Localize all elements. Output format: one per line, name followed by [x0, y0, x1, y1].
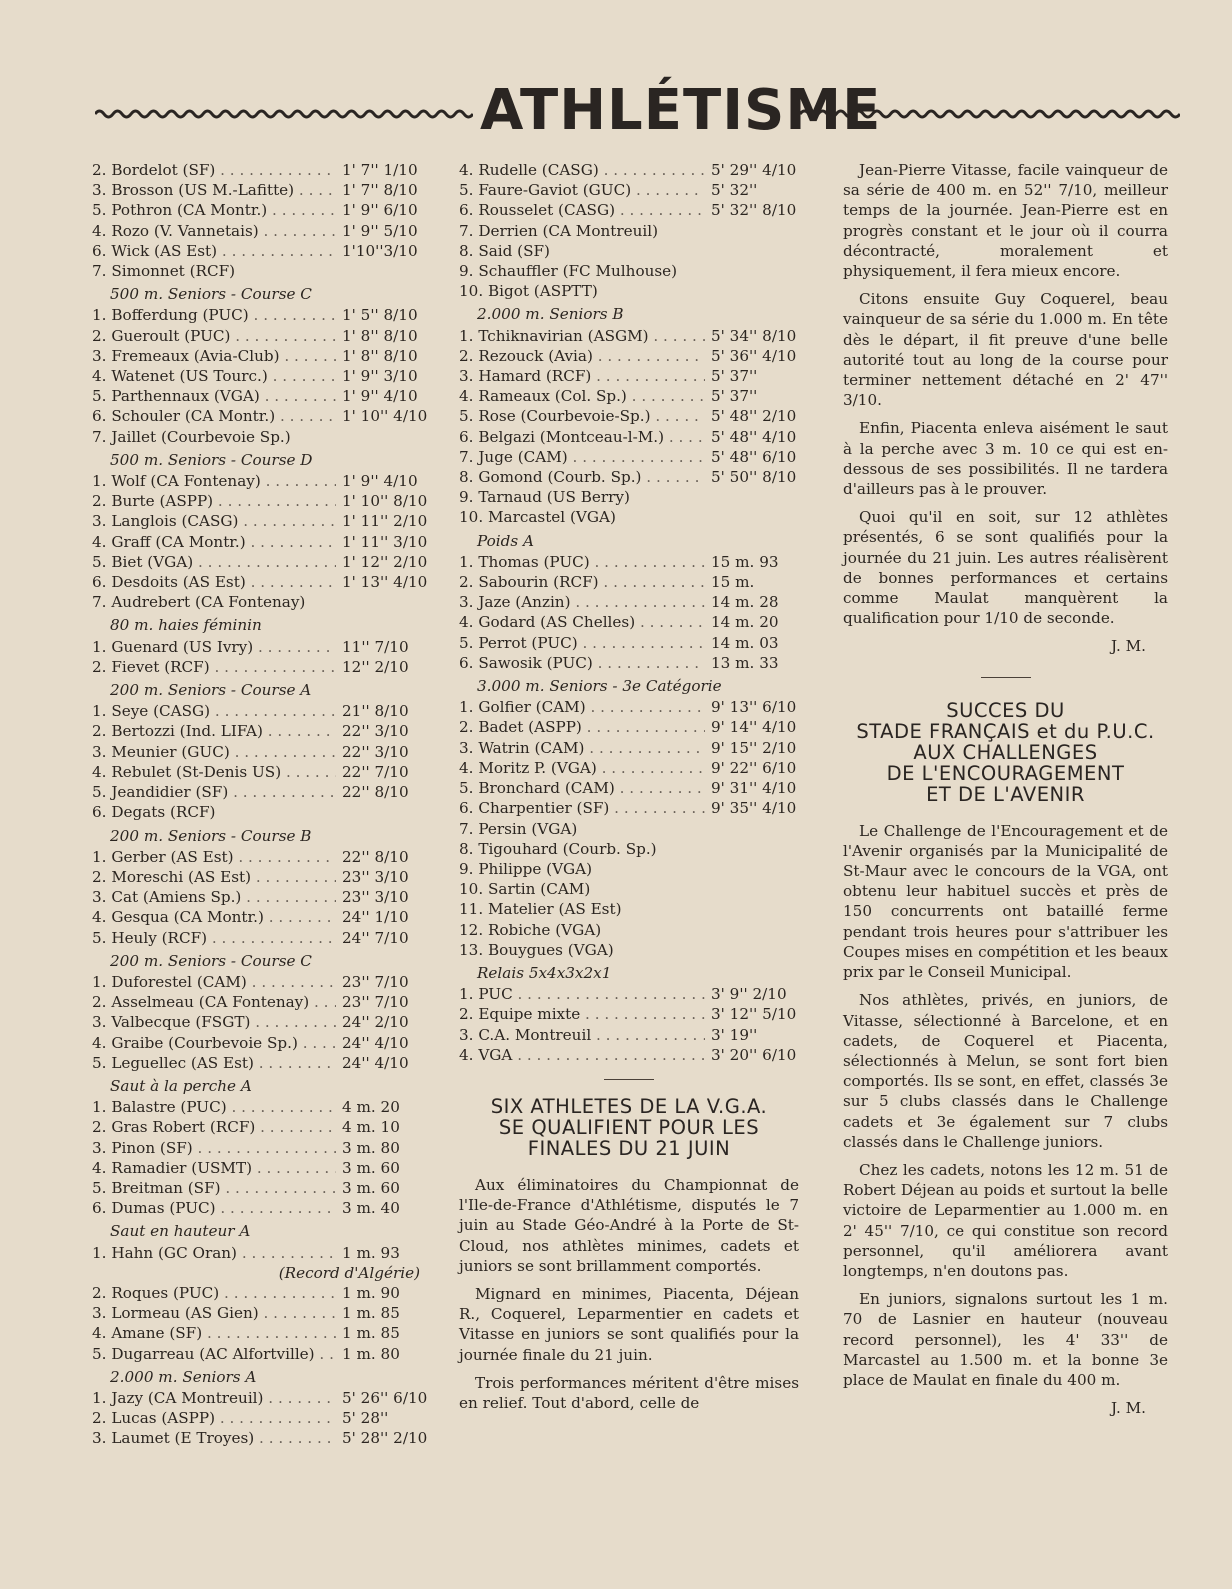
athlete-name: 4. Graff (CA Montr.) . . .	[92, 532, 336, 552]
athlete-name: 7. Persin (VGA)	[459, 819, 578, 838]
athlete-result: 1' 8'' 8/10	[342, 326, 418, 345]
athlete-result: 3 m. 40	[342, 1199, 400, 1218]
athlete-result: 14 m. 28	[711, 593, 779, 612]
result-row	[92, 802, 422, 822]
article-paragraph: Chez les cadets, notons les 12 m. 51 de Robert Déjean au poids et surtout la belle victoire de Leparmentier au 1.000 m. en 2' 45'' 7/10, ce qui constitue son record personnel, qu'il améliorera avant longtemps, n'en doutons pas.	[843, 1160, 1168, 1280]
article-paragraph: En juniors, signalons surtout les 1 m. 70 de Lasnier en hauteur (nouveau record personnel), les 4' 33'' de Marcastel au 1.500 m. et la bonne 3e place de Maulat en finale du 400 m.	[843, 1290, 1168, 1389]
athlete-result: 1' 9'' 5/10	[342, 221, 418, 240]
athlete-result: 3 m. 60	[342, 1158, 400, 1177]
athlete-name: 3. Lormeau (AS Gien) . . .	[92, 1303, 336, 1323]
athlete-result: 24'' 1/10	[342, 908, 409, 927]
athlete-name: 3. Hamard (RCF) . . .	[459, 366, 705, 386]
athlete-name: 12. Robiche (VGA)	[459, 920, 602, 939]
event-heading: Saut à la perche A	[110, 1076, 252, 1095]
page-header	[95, 80, 1180, 142]
athlete-result: 24'' 7/10	[342, 928, 409, 947]
result-row	[92, 992, 422, 1012]
result-row	[459, 738, 799, 758]
left-wave-ornament	[95, 108, 473, 120]
athlete-name: 1. Wolf (CA Fontenay) . . .	[92, 471, 336, 491]
article-paragraph: Quoi qu'il en soit, sur 12 athlètes présentés, 6 se sont qualifiés pour la journée du 21 juin. Les autres réalisèrent de bonnes performances et certains comme Maulat manquèrent la qualification pour 1/10 de seconde.	[843, 508, 1168, 628]
result-row	[92, 701, 422, 721]
athlete-name: 3. Langlois (CASG) . . .	[92, 511, 336, 531]
result-row	[459, 487, 799, 507]
athlete-name: 3. C.A. Montreuil . . .	[459, 1025, 705, 1045]
article-column-3	[843, 160, 1168, 1418]
athlete-result: 24'' 2/10	[342, 1013, 409, 1032]
athlete-result: 3' 12'' 5/10	[711, 1005, 797, 1024]
result-row	[92, 928, 422, 948]
athlete-name: 5. Heuly (RCF) . . .	[92, 928, 336, 948]
athlete-result: 22'' 8/10	[342, 783, 409, 802]
result-row	[459, 346, 799, 366]
result-row	[92, 1012, 422, 1032]
result-row	[92, 637, 422, 657]
result-row	[459, 612, 799, 632]
athlete-result: 4 m. 10	[342, 1118, 400, 1137]
athlete-result: 1 m. 80	[342, 1344, 400, 1363]
result-row	[459, 1045, 799, 1065]
athlete-name: 11. Matelier (AS Est)	[459, 900, 622, 919]
result-row	[459, 920, 799, 940]
athlete-result: 22'' 7/10	[342, 762, 409, 781]
results-column-2	[459, 160, 799, 1421]
result-row	[459, 717, 799, 737]
athlete-name: 2. Fievet (RCF) . . .	[92, 657, 336, 677]
event-heading: 200 m. Seniors - Course B	[110, 826, 312, 845]
athlete-name: 7. Simonnet (RCF)	[92, 262, 236, 281]
result-row	[459, 221, 799, 241]
athlete-result: 1' 8'' 8/10	[342, 346, 418, 365]
result-row	[92, 657, 422, 677]
athlete-result: 1' 12'' 2/10	[342, 552, 428, 571]
athlete-name: 2. Equipe mixte . . .	[459, 1004, 705, 1024]
athlete-result: 11'' 7/10	[342, 637, 409, 656]
athlete-result: 5' 37''	[711, 387, 758, 406]
athlete-name: 4. Rudelle (CASG) . . .	[459, 160, 705, 180]
athlete-name: 4. Gesqua (CA Montr.) . . .	[92, 907, 336, 927]
result-row	[92, 406, 428, 426]
event-heading: Poids A	[477, 531, 534, 550]
athlete-name: 1. Duforestel (CAM) . . .	[92, 972, 336, 992]
result-row	[92, 1097, 422, 1117]
athlete-result: 24'' 4/10	[342, 1053, 409, 1072]
athlete-name: 9. Philippe (VGA)	[459, 859, 593, 878]
result-row	[459, 261, 799, 281]
athlete-name: 1. Tchiknavirian (ASGM) . . .	[459, 326, 705, 346]
result-row	[92, 160, 422, 180]
athlete-result: 22'' 3/10	[342, 722, 409, 741]
athlete-name: 3. Jaze (Anzin) . . .	[459, 592, 705, 612]
athlete-result: 1' 10'' 8/10	[342, 492, 428, 511]
result-row	[459, 1004, 799, 1024]
result-row	[459, 758, 799, 778]
event-heading: 500 m. Seniors - Course D	[110, 450, 313, 469]
athlete-name: 1. Thomas (PUC) . . .	[459, 552, 705, 572]
athlete-result: 3 m. 80	[342, 1138, 400, 1157]
athlete-name: 6. Desdoits (AS Est) . . .	[92, 572, 336, 592]
athlete-name: 1. Gerber (AS Est) . . .	[92, 847, 336, 867]
result-row	[459, 798, 799, 818]
athlete-name: 5. Leguellec (AS Est) . . .	[92, 1053, 336, 1073]
athlete-name: 6. Rousselet (CASG) . . .	[459, 200, 705, 220]
result-row	[92, 241, 422, 261]
athlete-name: 2. Bordelot (SF) . . .	[92, 160, 336, 180]
athlete-result: 15 m.	[711, 573, 755, 592]
athlete-name: 6. Sawosik (PUC) . . .	[459, 653, 705, 673]
athlete-result: 22'' 8/10	[342, 847, 409, 866]
result-row	[92, 1178, 422, 1198]
event-heading: 200 m. Seniors - Course C	[110, 951, 312, 970]
athlete-name: 4. Moritz P. (VGA) . . .	[459, 758, 705, 778]
athlete-name: 13. Bouygues (VGA)	[459, 940, 614, 959]
result-row	[92, 1053, 422, 1073]
result-row	[459, 160, 799, 180]
athlete-name: 4. Rozo (V. Vannetais) . . .	[92, 221, 336, 241]
athlete-result: 9' 35'' 4/10	[711, 799, 797, 818]
athlete-name: 7. Jaillet (Courbevoie Sp.)	[92, 427, 291, 446]
athlete-result: 1 m. 93	[342, 1243, 400, 1262]
athlete-result: 1' 9'' 3/10	[342, 367, 418, 386]
result-row	[92, 867, 422, 887]
event-heading: 80 m. haies féminin	[110, 616, 262, 635]
result-row	[92, 200, 422, 220]
athlete-result: 5' 48'' 6/10	[711, 447, 797, 466]
athlete-result: 1' 13'' 4/10	[342, 573, 428, 592]
athlete-result: 5' 48'' 2/10	[711, 407, 797, 426]
result-row	[92, 1198, 422, 1218]
athlete-result: 3' 20'' 6/10	[711, 1045, 797, 1064]
result-row	[459, 200, 799, 220]
result-row	[459, 940, 799, 960]
result-row	[92, 491, 428, 511]
athlete-name: 8. Tigouhard (Courb. Sp.)	[459, 839, 657, 858]
result-row	[92, 1158, 422, 1178]
athlete-name: 1. Guenard (US Ivry) . . .	[92, 637, 336, 657]
article-title-challenges: SUCCES DU STADE FRANÇAIS et du P.U.C. AUX CHALLENGES DE L'ENCOURAGEMENT ET DE L'AVENIR	[856, 698, 1155, 806]
athlete-result: 21'' 8/10	[342, 702, 409, 721]
athlete-name: 5. Jeandidier (SF) . . .	[92, 782, 336, 802]
record-note: (Record d'Algérie)	[278, 1263, 420, 1282]
athlete-name: 8. Gomond (Courb. Sp.) . . .	[459, 467, 705, 487]
page-title: ATHLÉTISME	[480, 78, 882, 143]
result-row	[459, 572, 799, 592]
result-row	[459, 819, 799, 839]
athlete-result: 5' 28''	[342, 1409, 389, 1428]
athlete-name: 1. Bofferdung (PUC) . . .	[92, 305, 336, 325]
athlete-result: 9' 22'' 6/10	[711, 758, 797, 777]
athlete-name: 7. Juge (CAM) . . .	[459, 447, 705, 467]
divider	[981, 677, 1031, 678]
article-paragraph: Enfin, Piacenta enleva aisément le saut à la perche avec 3 m. 10 ce qui est en-dessous de ses possibilités. Il ne tardera d'ailleurs pas à le prouver.	[843, 419, 1168, 499]
event-heading: 2.000 m. Seniors A	[110, 1367, 257, 1386]
athlete-result: 1' 9'' 4/10	[342, 387, 418, 406]
author-signature: J. M.	[1111, 1399, 1146, 1418]
athlete-name: 4. Ramadier (USMT) . . .	[92, 1158, 336, 1178]
result-row	[459, 859, 799, 879]
athlete-result: 23'' 7/10	[342, 993, 409, 1012]
athlete-name: 4. VGA . . .	[459, 1045, 705, 1065]
athlete-result: 23'' 3/10	[342, 888, 409, 907]
athlete-name: 1. PUC . . .	[459, 984, 705, 1004]
athlete-name: 1. Hahn (GC Oran) . . .	[92, 1243, 336, 1263]
result-row	[92, 532, 428, 552]
athlete-result: 14 m. 20	[711, 613, 779, 632]
result-row	[459, 241, 799, 261]
athlete-name: 7. Audrebert (CA Fontenay)	[92, 593, 306, 612]
result-row	[92, 1303, 422, 1323]
result-row	[92, 1344, 422, 1364]
result-row	[92, 1117, 422, 1137]
results-list	[459, 160, 799, 1065]
athlete-name: 6. Dumas (PUC) . . .	[92, 1198, 336, 1218]
athlete-name: 1. Golfier (CAM) . . .	[459, 697, 705, 717]
athlete-name: 9. Schauffler (FC Mulhouse)	[459, 262, 678, 281]
athlete-name: 6. Charpentier (SF) . . .	[459, 798, 705, 818]
result-row	[459, 778, 799, 798]
athlete-result: 5' 36'' 4/10	[711, 346, 797, 365]
athlete-result: 5' 34'' 8/10	[711, 326, 797, 345]
result-row	[92, 180, 422, 200]
athlete-result: 23'' 7/10	[342, 972, 409, 991]
result-row	[459, 366, 799, 386]
athlete-result: 5' 29'' 4/10	[711, 161, 797, 179]
event-heading: 200 m. Seniors - Course A	[110, 681, 312, 700]
athlete-name: 4. Godard (AS Chelles) . . .	[459, 612, 705, 632]
result-row	[459, 839, 799, 859]
result-row	[92, 261, 422, 281]
athlete-result: 1 m. 90	[342, 1283, 400, 1302]
athlete-name: 4. Amane (SF) . . .	[92, 1323, 336, 1343]
result-row	[459, 406, 799, 426]
article-paragraph: Aux éliminatoires du Championnat de l'Ile-de-France d'Athlétisme, disputés le 7 juin au Stade Géo-André à la Porte de St-Cloud, nos athlètes minimes, cadets et juniors se sont brillamment comportés.	[459, 1175, 799, 1275]
athlete-name: 6. Belgazi (Montceau-l-M.) . . .	[459, 427, 705, 447]
athlete-name: 9. Tarnaud (US Berry)	[459, 488, 630, 507]
athlete-result: 14 m. 03	[711, 633, 779, 652]
athlete-name: 5. Pothron (CA Montr.) . . .	[92, 200, 336, 220]
result-row	[92, 1283, 422, 1303]
result-row	[92, 1138, 422, 1158]
athlete-name: 2. Bertozzi (Ind. LIFA) . . .	[92, 721, 336, 741]
athlete-name: 5. Faure-Gaviot (GUC) . . .	[459, 180, 705, 200]
athlete-result: 12'' 2/10	[342, 657, 409, 676]
athlete-result: 5' 32''	[711, 181, 758, 200]
result-row	[92, 1428, 428, 1448]
athlete-name: 5. Perrot (PUC) . . .	[459, 633, 705, 653]
athlete-name: 4. Rebulet (St-Denis US) . . .	[92, 762, 336, 782]
athlete-name: 2. Gras Robert (RCF) . . .	[92, 1117, 336, 1137]
athlete-name: 5. Bronchard (CAM) . . .	[459, 778, 705, 798]
athlete-result: 23'' 3/10	[342, 867, 409, 886]
result-row	[92, 782, 422, 802]
athlete-name: 4. Rameaux (Col. Sp.) . . .	[459, 386, 705, 406]
author-signature: J. M.	[1111, 637, 1146, 656]
athlete-name: 6. Wick (AS Est) . . .	[92, 241, 336, 261]
result-row	[459, 281, 799, 301]
right-wave-ornament	[800, 108, 1180, 120]
athlete-result: 1' 11'' 2/10	[342, 512, 428, 531]
athlete-name: 10. Bigot (ASPTT)	[459, 282, 598, 301]
result-row	[459, 984, 799, 1004]
athlete-result: 4 m. 20	[342, 1098, 400, 1117]
athlete-name: 3. Laumet (E Troyes) . . .	[92, 1428, 336, 1448]
athlete-name: 5. Breitman (SF) . . .	[92, 1178, 336, 1198]
athlete-result: 1' 11'' 3/10	[342, 532, 428, 551]
result-row	[459, 633, 799, 653]
athlete-result: 1' 5'' 8/10	[342, 306, 418, 325]
athlete-result: 9' 15'' 2/10	[711, 738, 797, 757]
result-row	[92, 592, 422, 612]
result-row	[459, 1025, 799, 1045]
athlete-result: 5' 37''	[711, 367, 758, 386]
athlete-name: 3. Pinon (SF) . . .	[92, 1138, 336, 1158]
athlete-result: 5' 26'' 6/10	[342, 1388, 428, 1407]
result-row	[92, 907, 422, 927]
athlete-name: 10. Marcastel (VGA)	[459, 508, 616, 527]
athlete-result: 3' 19''	[711, 1025, 758, 1044]
athlete-name: 2. Roques (PUC) . . .	[92, 1283, 336, 1303]
athlete-result: 9' 31'' 4/10	[711, 779, 797, 798]
event-heading: Saut en hauteur A	[110, 1222, 251, 1241]
athlete-result: 1' 9'' 6/10	[342, 201, 418, 220]
athlete-name: 5. Rose (Courbevoie-Sp.) . . .	[459, 406, 705, 426]
athlete-name: 2. Badet (ASPP) . . .	[459, 717, 705, 737]
result-row	[92, 221, 422, 241]
athlete-name: 2. Rezouck (Avia) . . .	[459, 346, 705, 366]
athlete-name: 4. Watenet (US Tourc.) . . .	[92, 366, 336, 386]
result-row	[92, 742, 422, 762]
athlete-name: 5. Biet (VGA) . . .	[92, 552, 336, 572]
athlete-name: 2. Burte (ASPP) . . .	[92, 491, 336, 511]
athlete-result: 15 m. 93	[711, 552, 779, 571]
athlete-name: 1. Jazy (CA Montreuil) . . .	[92, 1388, 336, 1408]
athlete-name: 6. Degats (RCF)	[92, 803, 216, 822]
result-row	[92, 1243, 422, 1263]
athlete-name: 5. Parthennaux (VGA) . . .	[92, 386, 336, 406]
result-row	[92, 762, 422, 782]
article-paragraph: Nos athlètes, privés, en juniors, de Vitasse, sélectionné à Barcelone, et en cadets, de Coquerel et Piacenta, sélectionnés à Melun, se sont fort bien comportés. Ils se sont, en effet, classés 3e sur 5 clubs classés dans le Challenge cadets et 3e également sur 7 clubs classés dans le Challenge juniors.	[843, 991, 1168, 1151]
results-column-1	[92, 160, 428, 1449]
athlete-result: 1' 9'' 4/10	[342, 472, 418, 491]
athlete-result: 1' 7'' 1/10	[342, 161, 418, 179]
athlete-name: 1. Balastre (PUC) . . .	[92, 1097, 336, 1117]
result-row	[92, 1388, 428, 1408]
result-row	[459, 879, 799, 899]
result-row	[459, 552, 799, 572]
athlete-result: 1' 7'' 8/10	[342, 181, 418, 200]
result-row	[459, 386, 799, 406]
athlete-result: 9' 13'' 6/10	[711, 698, 797, 717]
athlete-name: 10. Sartin (CAM)	[459, 880, 591, 899]
result-row	[92, 1408, 422, 1428]
result-row	[92, 326, 422, 346]
result-row	[459, 899, 799, 919]
event-heading: 3.000 m. Seniors - 3e Catégorie	[477, 677, 722, 696]
result-row	[92, 511, 428, 531]
athlete-name: 7. Derrien (CA Montreuil)	[459, 221, 659, 240]
result-row	[92, 847, 422, 867]
result-row	[459, 467, 799, 487]
result-row	[459, 697, 799, 717]
result-row	[459, 507, 799, 527]
athlete-result: 24'' 4/10	[342, 1033, 409, 1052]
athlete-name: 6. Schouler (CA Montr.) . . .	[92, 406, 336, 426]
event-heading: 500 m. Seniors - Course C	[110, 285, 312, 304]
athlete-name: 3. Valbecque (FSGT) . . .	[92, 1012, 336, 1032]
result-row	[459, 447, 799, 467]
result-row	[92, 1033, 422, 1053]
article-paragraph: Jean-Pierre Vitasse, facile vainqueur de sa série de 400 m. en 52'' 7/10, meilleur temps de la journée. Jean-Pierre est en progrès constant et le jour où il courra décontracté, moralement et physiquement, il fera mieux encore.	[843, 161, 1168, 281]
result-row	[459, 653, 799, 673]
article-paragraph: Citons ensuite Guy Coquerel, beau vainqueur de sa série du 1.000 m. En tête dès le départ, il fit preuve d'une belle autorité tout au long de la course pour terminer nettement détaché en 2' 47'' 3/10.	[843, 290, 1168, 410]
athlete-result: 3' 9'' 2/10	[711, 985, 787, 1004]
event-heading: 2.000 m. Seniors B	[477, 305, 624, 324]
athlete-name: 4. Graibe (Courbevoie Sp.) . . .	[92, 1033, 336, 1053]
athlete-name: 3. Cat (Amiens Sp.) . . .	[92, 887, 336, 907]
article-paragraph: Mignard en minimes, Piacenta, Déjean R., Coquerel, Leparmentier en cadets et Vitasse en juniors se sont qualifiés pour la journée finale du 21 juin.	[459, 1284, 799, 1364]
athlete-name: 5. Dugarreau (AC Alfortville) . . .	[92, 1344, 336, 1364]
athlete-name: 2. Gueroult (PUC) . . .	[92, 326, 336, 346]
result-row	[92, 346, 422, 366]
result-row	[92, 1323, 422, 1343]
event-heading: Relais 5x4x3x2x1	[477, 963, 612, 982]
article-title-vga: SIX ATHLETES DE LA V.G.A. SE QUALIFIENT POUR LES FINALES DU 21 JUIN	[490, 1094, 768, 1160]
result-row	[92, 552, 428, 572]
athlete-result: 22'' 3/10	[342, 742, 409, 761]
athlete-name: 1. Seye (CASG) . . .	[92, 701, 336, 721]
result-row	[459, 427, 799, 447]
result-row	[92, 572, 428, 592]
result-row	[92, 386, 422, 406]
result-row	[92, 471, 422, 491]
athlete-result: 3 m. 60	[342, 1178, 400, 1197]
athlete-result: 5' 50'' 8/10	[711, 468, 797, 487]
result-row	[459, 180, 799, 200]
result-row	[92, 427, 422, 447]
athlete-result: 1'10''3/10	[342, 241, 418, 260]
result-row	[459, 326, 799, 346]
result-row	[92, 366, 422, 386]
result-row	[92, 887, 422, 907]
athlete-name: 3. Fremeaux (Avia-Club) . . .	[92, 346, 336, 366]
article-paragraph: Le Challenge de l'Encouragement et de l'Avenir organisés par la Municipalité de St-Maur avec le concours de la VGA, ont obtenu leur habituel succès et près de 150 concurrents ont bataillé ferme pendant trois heures pour s'attribuer les Coupes mises en compétition et les beaux prix par le Conseil Municipal.	[843, 821, 1168, 982]
divider	[604, 1079, 654, 1080]
athlete-result: 9' 14'' 4/10	[711, 718, 797, 737]
athlete-name: 3. Meunier (GUC) . . .	[92, 742, 336, 762]
athlete-result: 5' 48'' 4/10	[711, 427, 797, 446]
athlete-name: 8. Said (SF)	[459, 241, 550, 260]
athlete-name: 3. Brosson (US M.-Lafitte) . . .	[92, 180, 336, 200]
athlete-result: 5' 28'' 2/10	[342, 1429, 428, 1448]
result-row	[92, 721, 422, 741]
athlete-result: 5' 32'' 8/10	[711, 201, 797, 220]
article-paragraph: Trois performances méritent d'être mises en relief. Tout d'abord, celle de	[459, 1373, 799, 1412]
result-row	[92, 305, 422, 325]
result-row	[92, 972, 422, 992]
athlete-result: 1 m. 85	[342, 1324, 400, 1343]
athlete-result: 1 m. 85	[342, 1304, 400, 1323]
athlete-name: 2. Sabourin (RCF) . . .	[459, 572, 705, 592]
athlete-result: 13 m. 33	[711, 653, 779, 672]
athlete-name: 3. Watrin (CAM) . . .	[459, 738, 705, 758]
athlete-result: 1' 10'' 4/10	[342, 407, 428, 426]
result-row	[459, 592, 799, 612]
athlete-name: 2. Lucas (ASPP) . . .	[92, 1408, 336, 1428]
athlete-name: 2. Asselmeau (CA Fontenay) . . .	[92, 992, 336, 1012]
athlete-name: 2. Moreschi (AS Est) . . .	[92, 867, 336, 887]
